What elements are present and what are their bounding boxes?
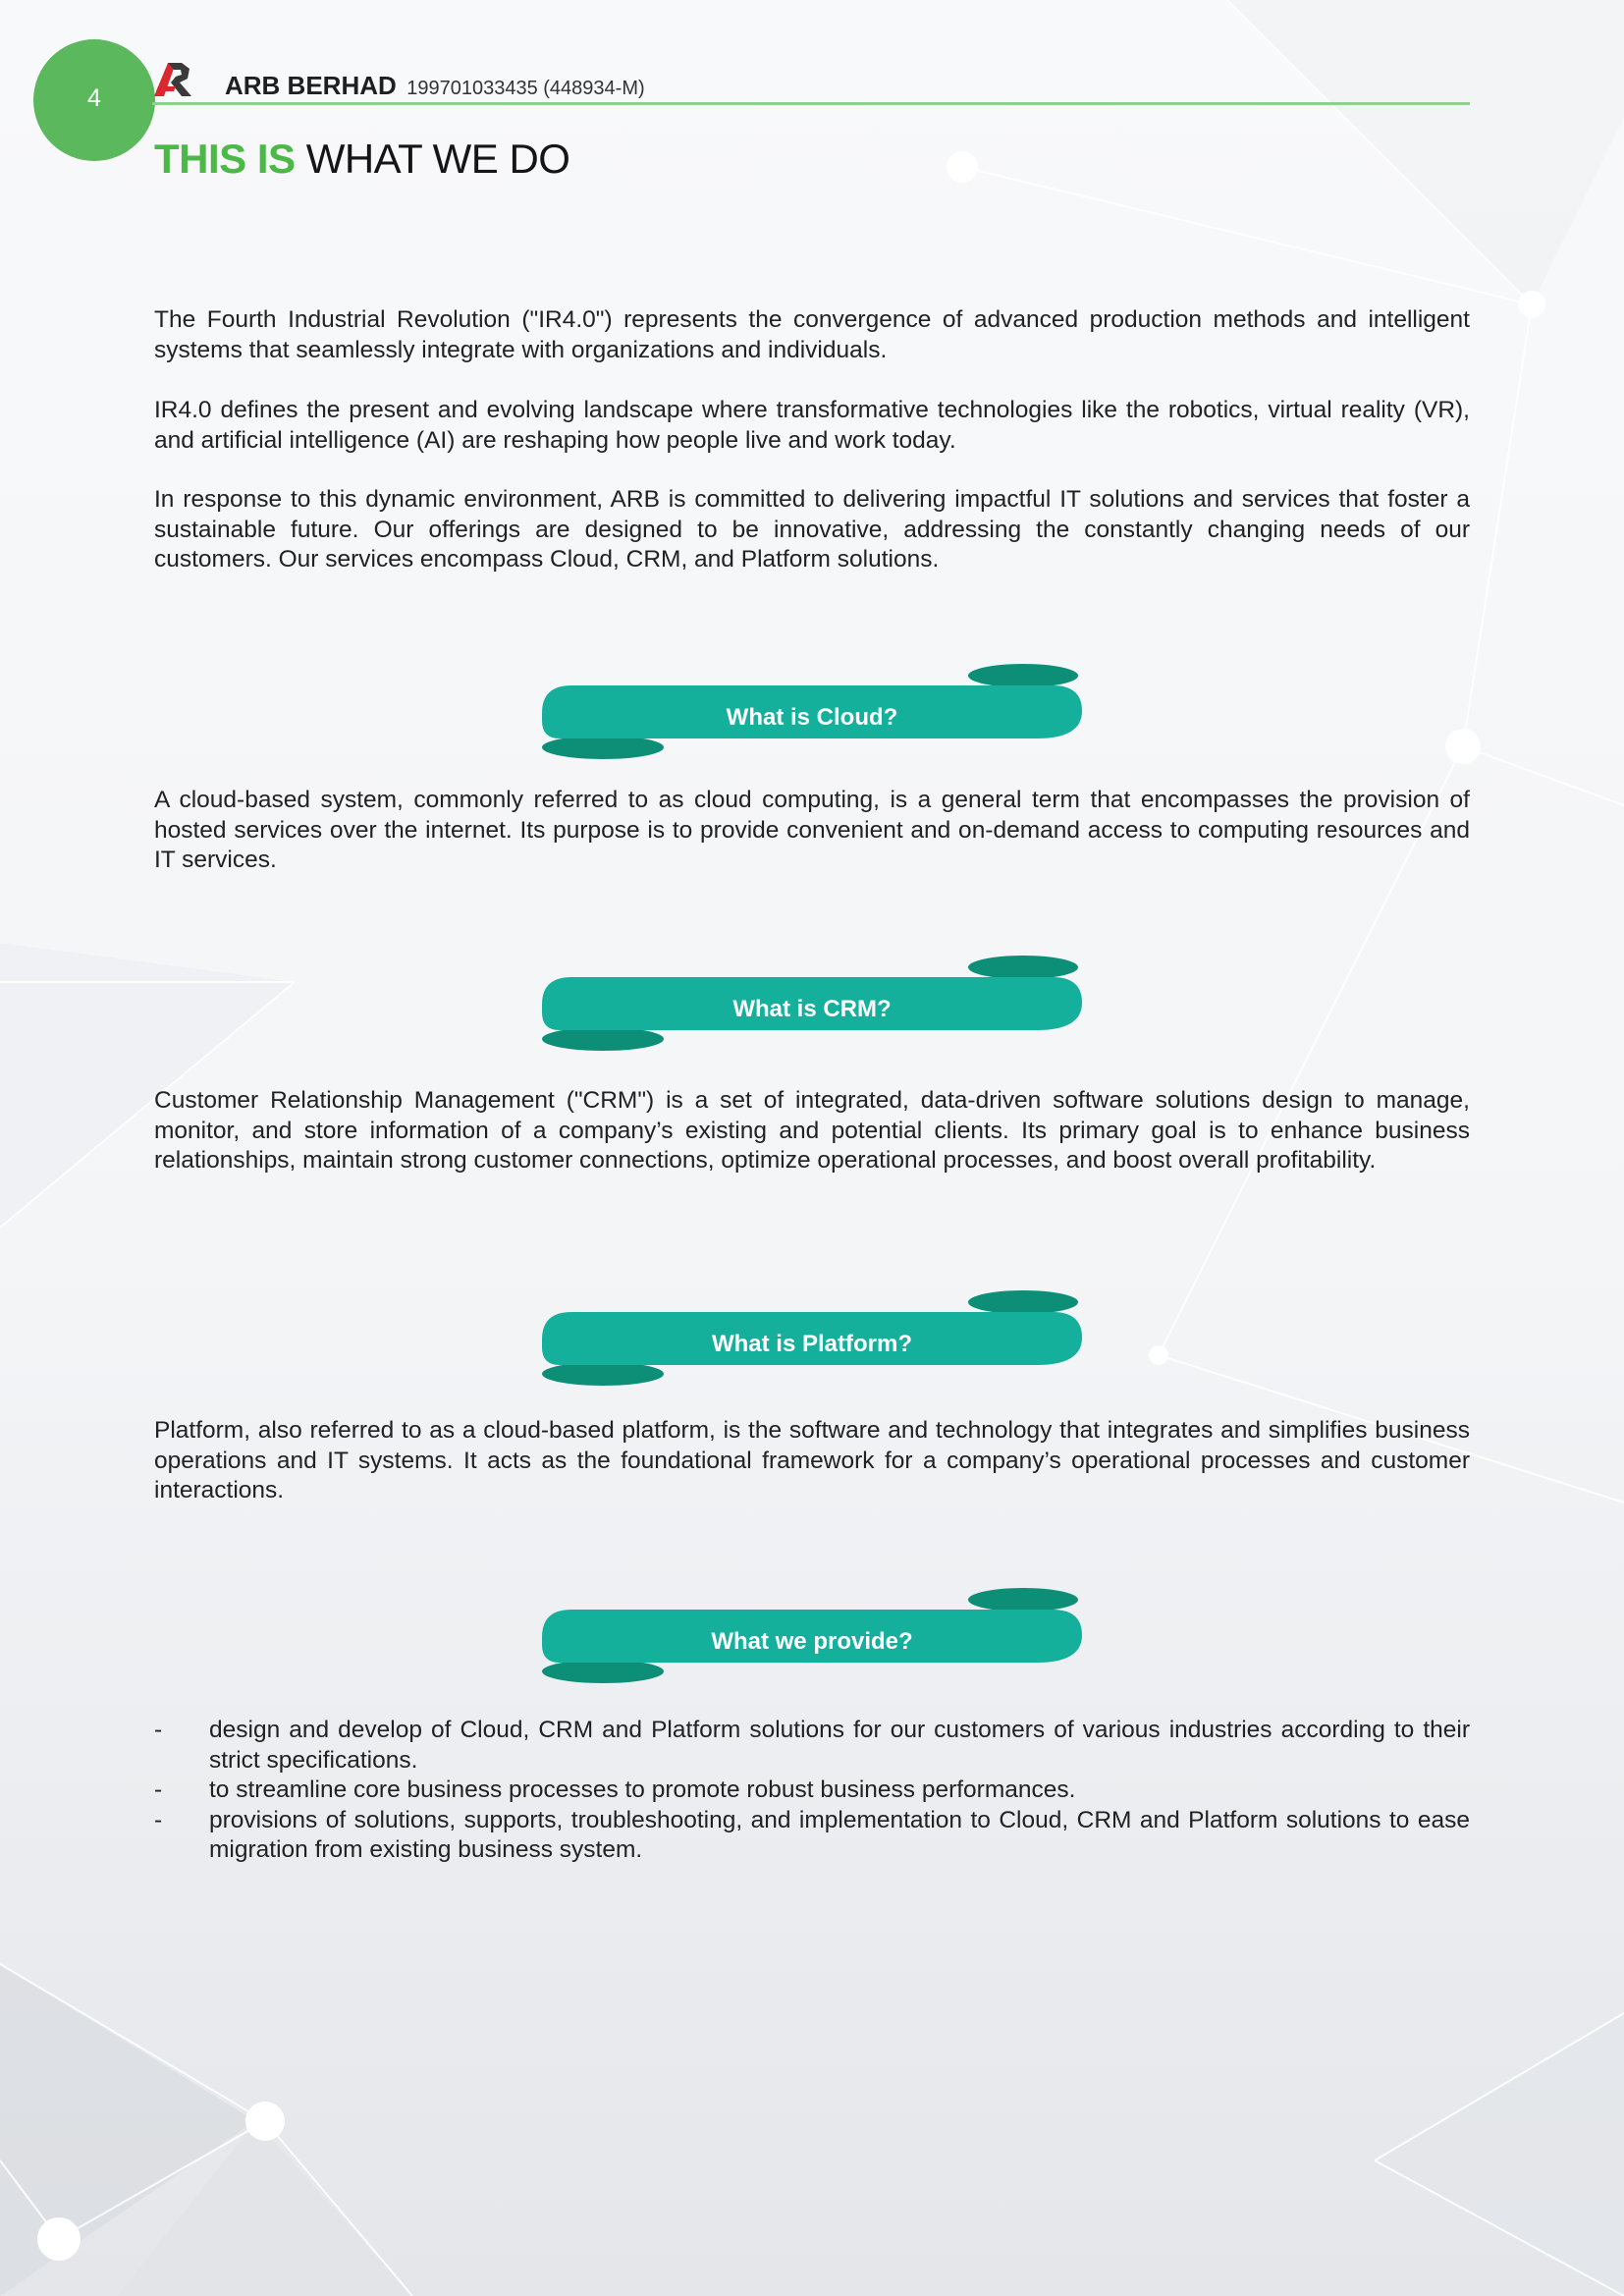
cloud-heading-ribbon <box>542 664 1082 762</box>
section-heading-platform: What is Platform? <box>711 1331 912 1357</box>
bullet-marker: - <box>154 1777 163 1803</box>
list-item-text: provisions of solutions, supports, troubleshooting, and implementation to Cloud, CRM and Platform solutions to ease migration from existing business system. <box>209 1806 1470 1863</box>
section-heading-provide: What we provide? <box>711 1628 913 1655</box>
bullet-marker: - <box>154 1806 163 1833</box>
provide-heading-ribbon <box>542 1588 1082 1686</box>
section-heading-crm: What is CRM? <box>732 996 892 1022</box>
services-list <box>154 1716 1470 1866</box>
platform-description: Platform, also referred to as a cloud-based platform, is the software and technology that integrates and simplifies business operations and IT systems. It acts as the foundational framework for a company’s operational processes and customer interactions. <box>154 1417 1470 1503</box>
header-divider <box>152 102 1470 105</box>
list-item <box>154 1806 1470 1866</box>
list-item <box>154 1716 1470 1776</box>
page-title <box>154 136 569 183</box>
arb-logo <box>152 59 199 98</box>
page-title-main: WHAT WE DO <box>305 136 570 182</box>
crm-description: Customer Relationship Management ("CRM") is a set of integrated, data-driven software solutions design to manage, monitor, and store information of a company’s existing and potential clients. Its primary goal is to enhance business relationships, maintain strong customer connections, optimize operational processes, and boost overall profitability. <box>154 1087 1470 1174</box>
crm-heading-ribbon <box>542 956 1082 1054</box>
list-item-text: to streamline core business processes to promote robust business performances. <box>209 1777 1076 1803</box>
section-heading-cloud: What is Cloud? <box>726 704 898 731</box>
company-name: ARB BERHAD <box>225 71 397 100</box>
page-number: 4 <box>87 83 101 112</box>
platform-heading-ribbon <box>542 1290 1082 1389</box>
page-title-accent: THIS IS <box>154 136 296 182</box>
page-number-badge <box>33 39 155 161</box>
company-header <box>225 71 645 101</box>
registration-number: 199701033435 (448934-M) <box>406 78 645 99</box>
intro-paragraph-3: In response to this dynamic environment, ARB is committed to delivering impactful IT solutions and services that foster a sustainable future. Our offerings are designed to be innovative, addressing the constantly changing needs of our customers. Our services encompass Cloud, CRM, and Platform solutions. <box>154 486 1470 573</box>
cloud-description: A cloud-based system, commonly referred to as cloud computing, is a general term that encompasses the provision of hosted services over the internet. Its purpose is to provide convenient and on-demand access to computing resources and IT services. <box>154 787 1470 873</box>
intro-paragraph-2: IR4.0 defines the present and evolving landscape where transformative technologies like the robotics, virtual reality (VR), and artificial intelligence (AI) are reshaping how people live and work today. <box>154 397 1470 454</box>
bullet-marker: - <box>154 1717 163 1743</box>
list-item <box>154 1776 1470 1806</box>
list-item-text: design and develop of Cloud, CRM and Platform solutions for our customers of various industries according to their strict specifications. <box>209 1717 1470 1774</box>
intro-paragraph-1: The Fourth Industrial Revolution ("IR4.0") represents the convergence of advanced production methods and intelligent systems that seamlessly integrate with organizations and individuals. <box>154 306 1470 363</box>
